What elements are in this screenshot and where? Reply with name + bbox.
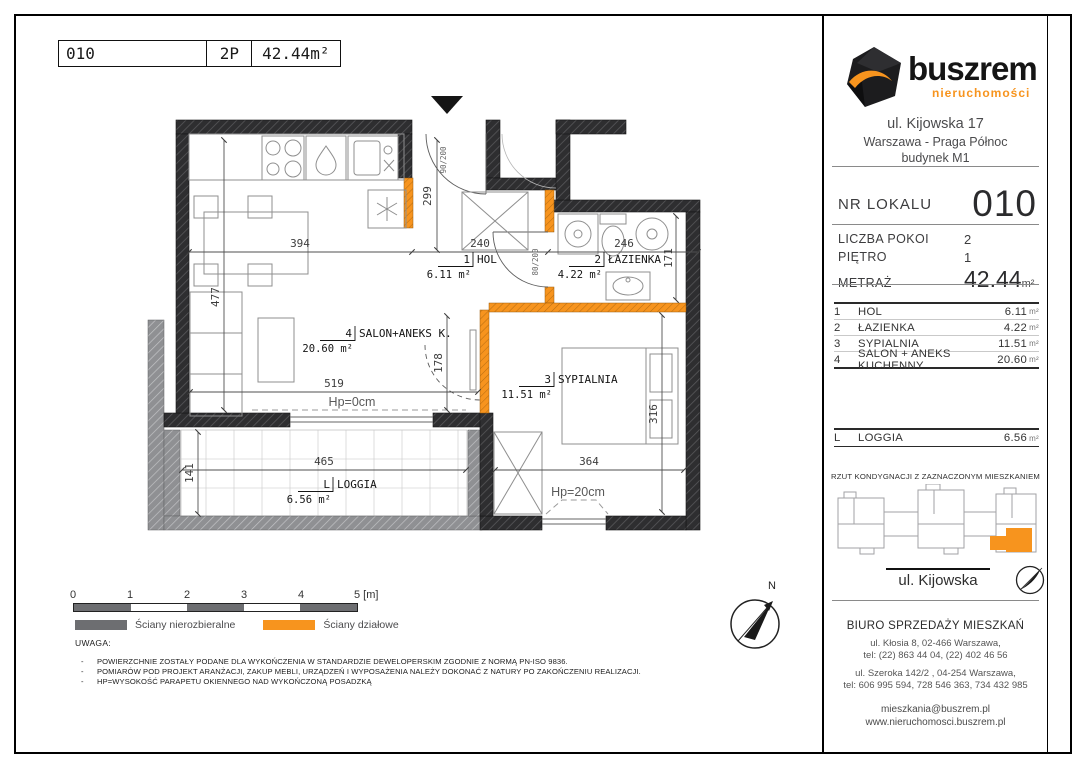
dim-240: 240 bbox=[470, 237, 490, 250]
dishwasher-icon bbox=[306, 136, 346, 180]
buszrem-logo-icon bbox=[844, 46, 904, 108]
dim-477: 477 bbox=[209, 287, 222, 307]
dim-246: 246 bbox=[614, 237, 634, 250]
unit-title-block bbox=[58, 40, 341, 67]
note-item bbox=[75, 657, 675, 667]
room-area: 4.22 m² bbox=[557, 269, 602, 281]
room-area-unit: m² bbox=[1029, 339, 1039, 348]
room-name: ŁAZIENKA bbox=[608, 253, 661, 266]
dim-364: 364 bbox=[579, 455, 599, 468]
loggia-row bbox=[834, 430, 1039, 446]
floor-value: 1 bbox=[964, 250, 972, 265]
unit-number-row bbox=[838, 174, 1037, 222]
room-no: 1 bbox=[834, 305, 841, 318]
divider bbox=[832, 600, 1039, 601]
room-no: 4 bbox=[345, 327, 352, 340]
bedroom-window bbox=[542, 500, 608, 524]
sales-office-title: BIURO SPRZEDAŻY MIESZKAŃ bbox=[846, 620, 1025, 632]
room-area: 6.56 m² bbox=[286, 494, 331, 506]
room-area: 6.11 bbox=[1004, 305, 1028, 318]
room-area: 20.60 bbox=[997, 353, 1028, 366]
room-area: 6.11 m² bbox=[426, 269, 471, 281]
walls-structural bbox=[164, 120, 700, 530]
area-unit: m² bbox=[1021, 278, 1035, 290]
rooms-count-value: 2 bbox=[964, 232, 972, 247]
washbasin-icon bbox=[606, 272, 650, 300]
entry-door-size: 90/200 bbox=[439, 146, 448, 174]
north-letter: N bbox=[768, 580, 776, 592]
divider bbox=[832, 224, 1039, 225]
room-no: L bbox=[323, 478, 330, 491]
nr-lokalu-value: 010 bbox=[972, 183, 1037, 224]
room-label-salon bbox=[302, 326, 451, 355]
office-phone: tel: 606 995 594, 728 546 363, 734 432 985 bbox=[843, 680, 1028, 691]
room-name: LOGGIA bbox=[337, 478, 377, 491]
office-address: ul. Szeroka 142/2 , 04-254 Warszawa, bbox=[855, 668, 1016, 679]
room-no: 4 bbox=[834, 353, 841, 366]
room-label-hol bbox=[427, 252, 498, 281]
floor-label: PIĘTRO bbox=[838, 250, 887, 264]
room-no: 2 bbox=[594, 253, 601, 266]
brand-name: buszrem bbox=[908, 50, 1037, 87]
nr-lokalu-label: NR LOKALU bbox=[838, 196, 933, 213]
scale-tick: 0 bbox=[69, 589, 77, 601]
office-website: www.nieruchomosci.buszrem.pl bbox=[865, 717, 1006, 728]
entry-door bbox=[426, 134, 486, 194]
room-name: LOGGIA bbox=[858, 432, 904, 444]
brand-tagline: nieruchomości bbox=[932, 86, 1031, 100]
notes-title: UWAGA: bbox=[75, 638, 111, 648]
room-no: 3 bbox=[544, 373, 551, 386]
kitchen-counter bbox=[189, 134, 404, 180]
area-label: METRAŻ bbox=[838, 276, 892, 290]
office-phone: tel: (22) 863 44 04, (22) 402 46 56 bbox=[863, 650, 1008, 661]
bed bbox=[562, 348, 678, 444]
unit-number: 010 bbox=[58, 40, 208, 67]
sales-office-block bbox=[828, 612, 1043, 729]
scale-tick: 5 [m] bbox=[354, 589, 379, 601]
room-no: 1 bbox=[463, 253, 470, 266]
legend-label: Ściany działowe bbox=[323, 619, 399, 631]
dim-394: 394 bbox=[290, 237, 310, 250]
floor-plan bbox=[140, 85, 752, 563]
note-text: - POWIERZCHNIE ZOSTAŁY PODANE DLA WYKOŃCZENIA W STANDARDZIE DEWELOPERSKIM ZGODNIE Z NORMĄ PN-ISO 9836. bbox=[97, 657, 568, 666]
room-no: 3 bbox=[834, 337, 841, 350]
washing-machine-icon bbox=[558, 214, 598, 254]
note-text: - HP=WYSOKOŚĆ PARAPETU OKIENNEGO NAD WYKOŃCZONĄ POSADZKĄ bbox=[97, 677, 372, 686]
unit-rooms-code: 2P bbox=[206, 40, 252, 67]
legend-item-partition bbox=[263, 619, 398, 631]
room-list bbox=[834, 302, 1039, 372]
room-row bbox=[834, 320, 1039, 336]
room-name: ŁAZIENKA bbox=[858, 321, 916, 334]
area-number: 42.44 bbox=[964, 266, 1022, 292]
partition-wall-swatch bbox=[263, 620, 315, 630]
building-overview-plan bbox=[834, 484, 1040, 564]
room-name: SYPIALNIA bbox=[558, 373, 618, 386]
room-area: 4.22 bbox=[1003, 321, 1028, 334]
dim-316: 316 bbox=[647, 404, 660, 424]
scale-bar bbox=[69, 589, 379, 613]
room-label-sypialnia bbox=[501, 372, 618, 401]
unit-area: 42.44m² bbox=[251, 40, 341, 67]
room-row bbox=[834, 304, 1039, 320]
street-line bbox=[886, 568, 990, 570]
room-area: 20.60 m² bbox=[302, 343, 353, 355]
info-sidebar bbox=[822, 16, 1048, 752]
area-row bbox=[838, 268, 1037, 291]
address-line: ul. Kijowska 17 bbox=[887, 116, 984, 132]
sofa bbox=[190, 292, 242, 416]
overview-title: RZUT KONDYGNACJI Z ZAZNACZONYM MIESZKANIEM bbox=[831, 472, 1040, 481]
office-email: mieszkania@buszrem.pl bbox=[880, 704, 991, 715]
office-address: ul. Kłosia 8, 02-466 Warszawa, bbox=[870, 638, 1001, 649]
divider bbox=[832, 284, 1039, 285]
tv bbox=[470, 330, 476, 390]
room-name: SYPIALNIA bbox=[858, 337, 920, 350]
dim-141: 141 bbox=[183, 463, 196, 483]
brand-wordmark bbox=[908, 52, 1048, 100]
loggia-list bbox=[834, 428, 1039, 447]
scale-tick: 2 bbox=[183, 589, 191, 601]
room-area: 11.51 bbox=[998, 337, 1028, 350]
room-name: HOL bbox=[477, 253, 497, 266]
room-area-unit: m² bbox=[1029, 433, 1039, 443]
legend bbox=[75, 619, 399, 631]
room-no: 2 bbox=[834, 321, 841, 334]
room-area-unit: m² bbox=[1029, 307, 1039, 316]
bath-door-size: 80/200 bbox=[531, 248, 540, 276]
scale-tick: 1 bbox=[126, 589, 134, 601]
legend-item-structural bbox=[75, 619, 235, 631]
coffee-table bbox=[258, 318, 294, 382]
room-label-lazienka bbox=[558, 252, 662, 281]
mini-compass-icon bbox=[1012, 562, 1048, 598]
notes bbox=[75, 638, 675, 687]
room-area: 11.51 m² bbox=[501, 389, 552, 401]
dim-465: 465 bbox=[314, 455, 334, 468]
room-area-unit: m² bbox=[1029, 323, 1039, 332]
scale-bar-segments bbox=[73, 603, 358, 612]
hp-0cm-label: Hp=0cm bbox=[328, 395, 376, 409]
room-name: HOL bbox=[858, 305, 883, 318]
hp-20cm-label: Hp=20cm bbox=[551, 485, 605, 499]
dim-171: 171 bbox=[662, 248, 675, 268]
legend-label: Ściany nierozbieralne bbox=[135, 619, 236, 631]
structural-wall-swatch bbox=[75, 620, 127, 630]
bedroom-wardrobe bbox=[494, 432, 542, 514]
room-area: 6.56 bbox=[1003, 432, 1028, 444]
room-no: L bbox=[834, 432, 841, 444]
address-line: Warszawa - Praga Północ bbox=[863, 135, 1008, 149]
room-row bbox=[834, 347, 1039, 372]
room-area-unit: m² bbox=[1029, 355, 1039, 364]
note-item bbox=[75, 667, 675, 677]
note-item bbox=[75, 677, 675, 687]
note-text: - POMIARÓW POD PROJEKT ARANŻACJI, ZAKUP MEBLI, URZĄDZEŃ I WYPOSAŻENIA NALEŻY DOKONAĆ Z NATURY PO ZAKOŃCZENIU REALIZACJI. bbox=[97, 667, 641, 676]
room-name: SALON+ANEKS K. bbox=[359, 327, 452, 340]
dim-178: 178 bbox=[432, 353, 445, 373]
stove-icon bbox=[262, 136, 304, 180]
scale-tick: 4 bbox=[297, 589, 305, 601]
boiler-icon bbox=[636, 218, 668, 250]
rooms-count-label: LICZBA POKOI bbox=[838, 232, 929, 246]
fridge-icon bbox=[368, 190, 406, 228]
room-name: SALON + ANEKS KUCHENNY bbox=[858, 347, 951, 372]
scale-tick: 3 bbox=[240, 589, 248, 601]
address-line: budynek M1 bbox=[901, 151, 970, 165]
entry-arrow-icon bbox=[431, 96, 463, 114]
room-label-loggia bbox=[287, 477, 377, 506]
street-name: ul. Kijowska bbox=[898, 572, 978, 589]
dim-299: 299 bbox=[421, 186, 434, 206]
floor-row bbox=[838, 250, 1037, 265]
rooms-count-row bbox=[838, 232, 1037, 247]
project-address bbox=[824, 116, 1047, 166]
north-compass-icon bbox=[726, 576, 784, 654]
divider bbox=[832, 166, 1039, 167]
sink-icon bbox=[348, 136, 398, 180]
dim-519: 519 bbox=[324, 377, 344, 390]
area-value bbox=[964, 268, 1034, 291]
